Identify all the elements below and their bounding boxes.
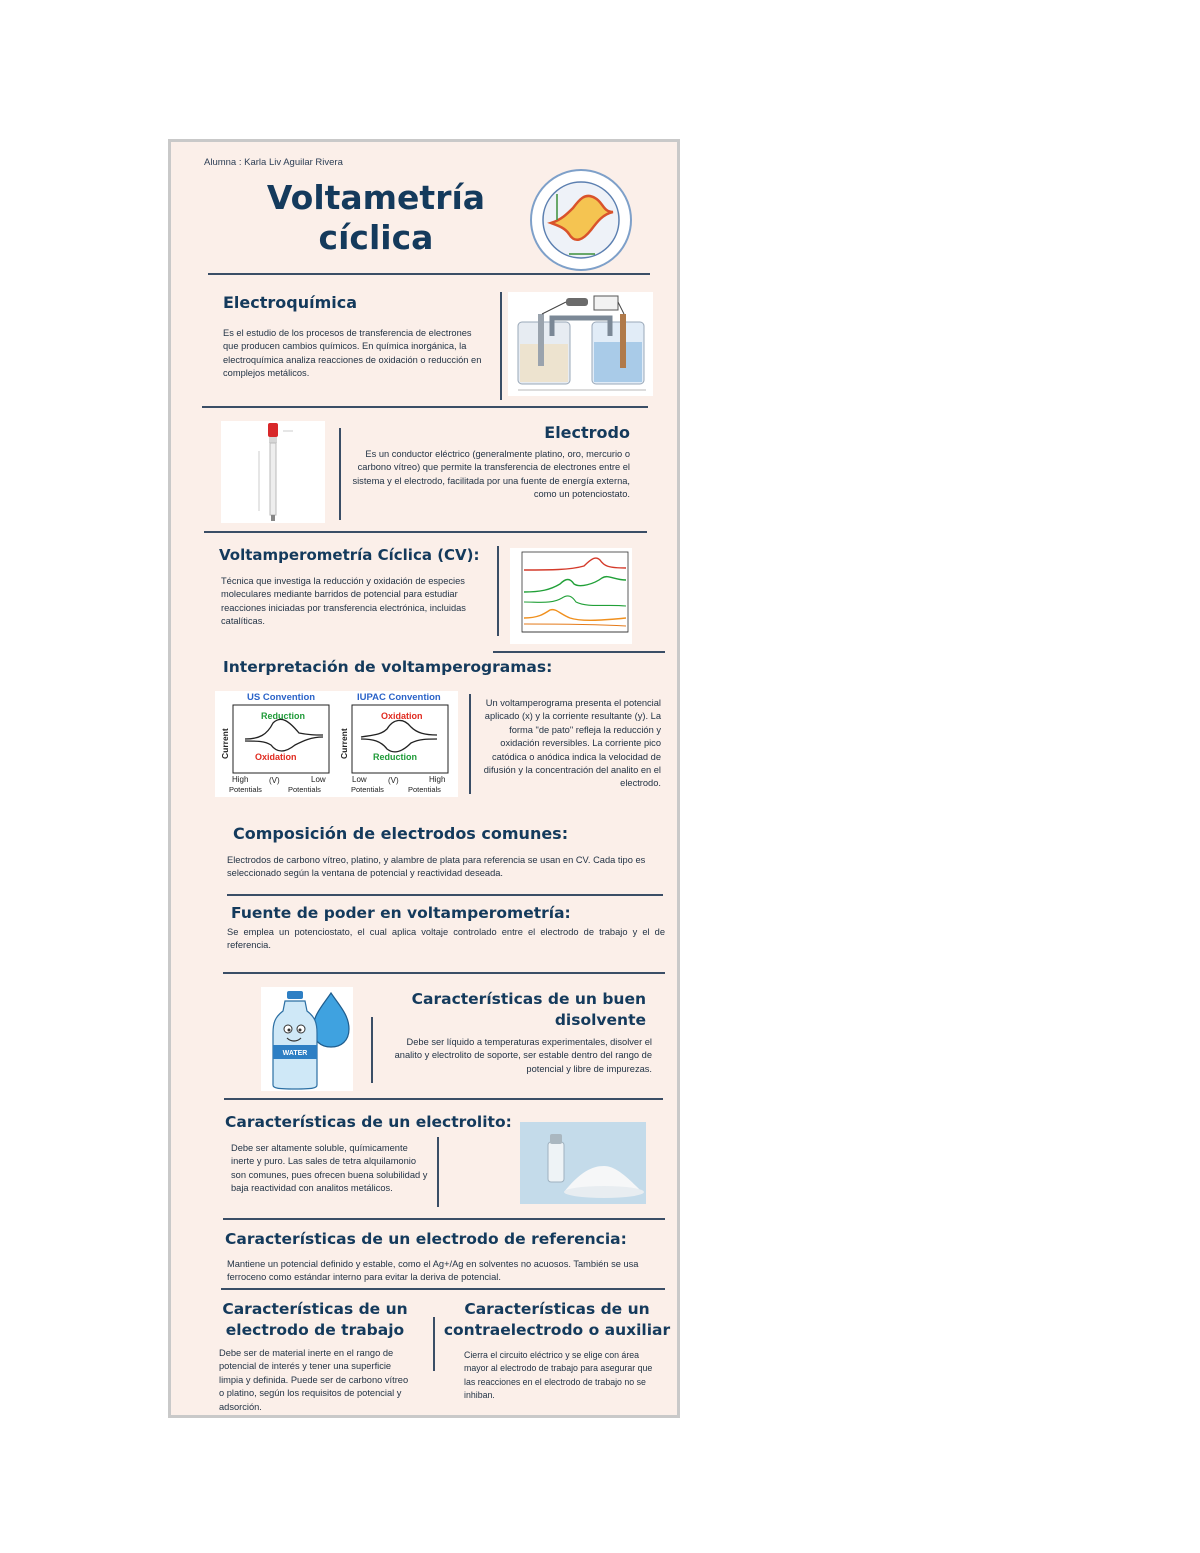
salt-image [520,1122,646,1204]
text-trabajo: Debe ser de material inerte en el rango de potencial de interés y tener una superficie limpia y definida. Puede ser de carbono vítreo o platino, según los requisitos de potencial y adsorción. [219,1348,409,1412]
author-label: Alumna : Karla Liv Aguilar Rivera [204,157,343,168]
water-bottle-image [261,987,353,1091]
heading-trabajo-line-2: electrodo de trabajo [225,1321,405,1339]
us-high-label: High [232,775,249,784]
us-v-label: (V) [269,776,280,785]
iupac-oxidation-label: Oxidation [381,711,423,721]
iupac-reduction-label: Reduction [373,752,417,762]
heading-cv: Voltamperometría Cíclica (CV): [219,546,480,564]
page-title [231,178,521,258]
heading-composicion: Composición de electrodos comunes: [233,824,569,843]
us-potentials-left: Potentials [229,785,262,794]
title-line-2: cíclica [318,218,434,257]
heading-interpretacion: Interpretación de voltamperogramas: [223,658,553,676]
electrochemical-cell-image [508,292,653,396]
text-disolvente: Debe ser líquido a temperaturas experimentales, disolver el analito y electrolito de soporte, ser estable dentro del rango de potencial y libre de impurezas. [394,1037,652,1074]
text-interpretacion: Un voltamperograma presenta el potencial aplicado (x) y la corriente resultante (y). La forma "de pato" refleja la reducción y oxidación reversibles. La corriente pico catódica o anódica indica la velocidad de difusión y la concentración del analito en el electrodo. [483,698,661,789]
heading-electroquimica: Electroquímica [223,293,358,312]
heading-electrolito: Características de un electrolito: [225,1113,512,1131]
title-line-1: Voltametría [266,178,486,217]
text-auxiliar: Cierra el circuito eléctrico y se elige con área mayor al electrodo de trabajo para asegurar que las reacciones en el electrodo de trabajo no se inhiban. [464,1350,653,1401]
us-current-label: Current [220,728,230,759]
heading-electrodo: Electrodo [544,423,630,442]
university-logo [529,168,633,272]
heading-trabajo-line-1: Características de un [222,1300,408,1318]
cv-plot-image [510,548,632,644]
heading-auxiliar-line-1: Características de un [464,1300,650,1318]
text-electrolito: Debe ser altamente soluble, químicamente inerte y puro. Las sales de tetra alquilamonio son comunes, pues ofrecen buena solubilidad y baja reactividad con analitos metálicos. [231,1143,428,1194]
heading-auxiliar-line-2: contraelectrodo o auxiliar [443,1321,671,1339]
iupac-v-label: (V) [388,776,399,785]
heading-auxiliar [441,1299,673,1341]
text-fuente: Se emplea un potenciostato, el cual aplica voltaje controlado entre el electrodo de trabajo y el de referencia. [227,927,665,951]
heading-fuente: Fuente de poder en voltamperometría: [231,904,571,922]
poster [168,139,680,1418]
iupac-current-label: Current [339,728,349,759]
text-electroquimica: Es el estudio de los procesos de transferencia de electrones que producen cambios químicos. En química inorgánica, la electroquímica analiza reacciones de oxidación o reducción en complejos metálicos. [223,328,482,379]
iupac-convention-title: IUPAC Convention [357,692,441,703]
iupac-potentials-right: Potentials [408,785,441,794]
text-referencia: Mantiene un potencial definido y estable, como el Ag+/Ag en solventes no acuosos. También se usa ferroceno como estándar interno para evitar la deriva de potencial. [227,1259,639,1283]
heading-disolvente-line-1: Características de un buen [411,990,646,1008]
us-potentials-right: Potentials [288,785,321,794]
conventions-figure [215,691,458,797]
us-low-label: Low [311,775,326,784]
heading-disolvente [381,989,646,1031]
iupac-potentials-left: Potentials [351,785,384,794]
iupac-low-label: Low [352,775,367,784]
iupac-high-label: High [429,775,446,784]
electrode-image [221,421,325,523]
heading-disolvente-line-2: disolvente [554,1011,646,1029]
text-electrodo: Es un conductor eléctrico (generalmente platino, oro, mercurio o carbono vítreo) que permite la transferencia de electrones entre el sistema y el electrodo, facilitada por una fuente de energía externa, como un potenciostato. [352,449,630,500]
us-convention-title: US Convention [247,692,316,703]
bottle-label: WATER [282,1050,308,1057]
text-cv: Técnica que investiga la reducción y oxidación de especies moleculares mediante barridos de potencial para estudiar reacciones iniciadas por transferencia electrónica, incluidas catalíticas. [221,576,466,627]
heading-referencia: Características de un electrodo de referencia: [225,1230,627,1248]
us-oxidation-label: Oxidation [255,752,297,762]
heading-trabajo [211,1299,419,1341]
text-composicion: Electrodos de carbono vítreo, platino, y alambre de plata para referencia se usan en CV. Cada tipo es seleccionado según la ventana de potencial y reactividad deseada. [227,855,646,879]
us-reduction-label: Reduction [261,711,305,721]
